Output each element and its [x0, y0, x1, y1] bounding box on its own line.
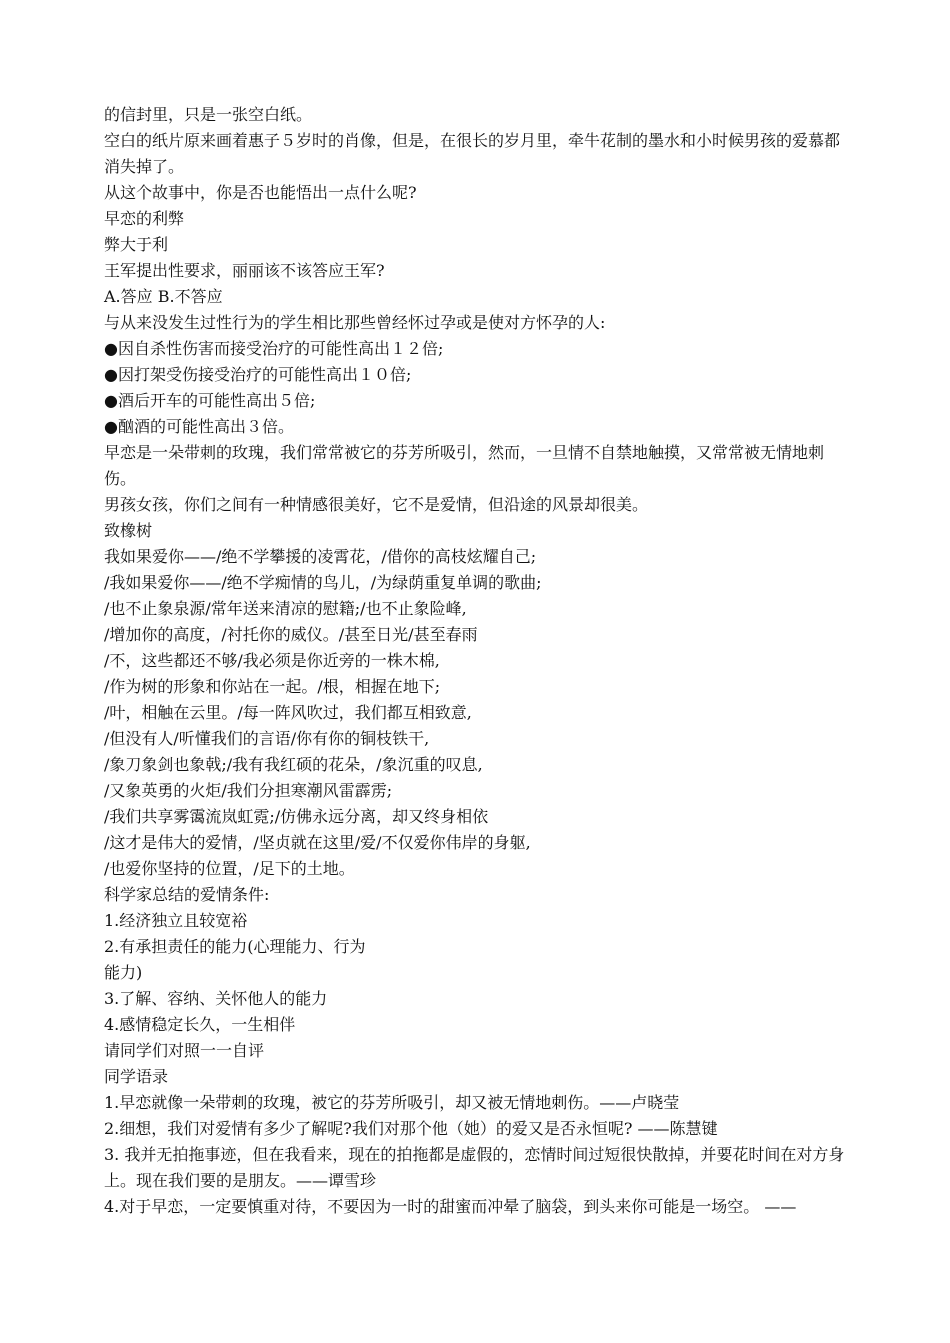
paragraph-comparison: 与从来没发生过性行为的学生相比那些曾经怀过孕或是使对方怀孕的人:	[104, 313, 606, 332]
heading-quotes: 同学语录	[104, 1067, 169, 1086]
list-item: 3.了解、容纳、关怀他人的能力	[104, 989, 328, 1008]
bullet-item: ●酗酒的可能性高出３倍。	[104, 417, 294, 436]
quote-item: 4.对于早恋，一定要慎重对待，不要因为一时的甜蜜而冲晕了脑袋，到头来你可能是一场空。 ——	[104, 1197, 797, 1216]
quote-item: 1.早恋就像一朵带刺的玫瑰，被它的芬芳所吸引，却又被无情地刺伤。——卢晓莹	[104, 1093, 680, 1112]
heading-pros-cons: 早恋的利弊	[104, 209, 185, 228]
document-body	[104, 102, 852, 1220]
quote-item: 3. 我并无拍拖事迹，但在我看来，现在的拍拖都是虚假的，恋情时间过短很快散掉，并要花时间在对方身上。现在我们要的是朋友。——谭雪珍	[104, 1145, 845, 1190]
poem-line: /这才是伟大的爱情，/坚贞就在这里/爱/不仅爱你伟岸的身躯,	[104, 833, 531, 852]
paragraph-envelope: 的信封里，只是一张空白纸。	[104, 105, 313, 124]
list-item: 2.有承担责任的能力(心理能力、行为	[104, 937, 366, 956]
poem-line: /又象英勇的火炬/我们分担寒潮风雷霹雳;	[104, 781, 393, 800]
poem-title: 致橡树	[104, 521, 153, 540]
bullet-item: ●酒后开车的可能性高出５倍;	[104, 391, 316, 410]
paragraph-self-evaluate: 请同学们对照一一自评	[104, 1041, 265, 1060]
heading-love-conditions: 科学家总结的爱情条件:	[104, 885, 270, 904]
list-item: 1.经济独立且较宽裕	[104, 911, 248, 930]
heading-harm-outweighs: 弊大于利	[104, 235, 169, 254]
paragraph-boys-girls: 男孩女孩，你们之间有一种情感很美好，它不是爱情，但沿途的风景却很美。	[104, 495, 649, 514]
paragraph-story-question: 从这个故事中，你是否也能悟出一点什么呢?	[104, 183, 417, 202]
poem-line: /不，这些都还不够/我必须是你近旁的一株木棉,	[104, 651, 440, 670]
poem-line: /象刀象剑也象戟;/我有我红硕的花朵，/象沉重的叹息,	[104, 755, 483, 774]
paragraph-question: 王军提出性要求，丽丽该不该答应王军?	[104, 261, 385, 280]
list-item: 4.感情稳定长久，一生相伴	[104, 1015, 296, 1034]
poem-line: 我如果爱你——/绝不学攀援的凌霄花，/借你的高枝炫耀自己;	[104, 547, 537, 566]
quote-item: 2.细想，我们对爱情有多少了解呢?我们对那个他（她）的爱又是否永恒呢? ——陈慧键	[104, 1119, 718, 1138]
poem-line: /但没有人/听懂我们的言语/你有你的铜枝铁干,	[104, 729, 430, 748]
bullet-item: ●因打架受伤接受治疗的可能性高出１０倍;	[104, 365, 412, 384]
poem-line: /增加你的高度，/衬托你的威仪。/甚至日光/甚至春雨	[104, 625, 478, 644]
poem-line: /我如果爱你——/绝不学痴情的鸟儿，/为绿荫重复单调的歌曲;	[104, 573, 542, 592]
poem-line: /作为树的形象和你站在一起。/根，相握在地下;	[104, 677, 441, 696]
paragraph-portrait: 空白的纸片原来画着惠子５岁时的肖像，但是，在很长的岁月里，牵牛花制的墨水和小时候男孩的爱慕都消失掉了。	[104, 131, 841, 176]
poem-line: /也不止象泉源/常年送来清凉的慰籍;/也不止象险峰,	[104, 599, 467, 618]
poem-line: /叶，相触在云里。/每一阵风吹过，我们都互相致意,	[104, 703, 472, 722]
bullet-item: ●因自杀性伤害而接受治疗的可能性高出１２倍;	[104, 339, 444, 358]
poem-line: /我们共享雾霭流岚虹霓;/仿佛永远分离，却又终身相依	[104, 807, 489, 826]
paragraph-options: A.答应 B.不答应	[104, 287, 223, 306]
list-item-continued: 能力)	[104, 963, 143, 982]
paragraph-rose: 早恋是一朵带刺的玫瑰，我们常常被它的芬芳所吸引，然而，一旦情不自禁地触摸，又常常被无情地刺伤。	[104, 443, 825, 488]
poem-line: /也爱你坚持的位置，/足下的土地。	[104, 859, 355, 878]
